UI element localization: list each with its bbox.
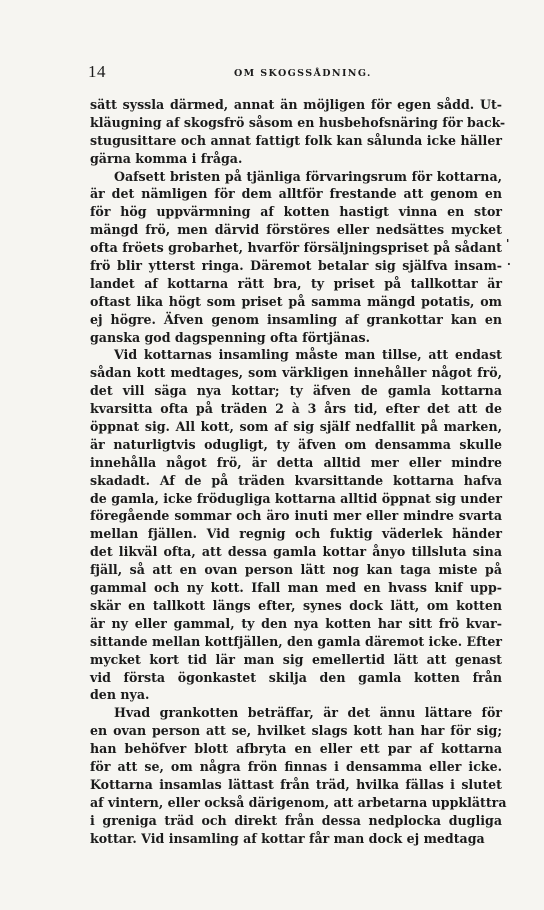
text-line: Kottarna insamlas lättast från träd, hvilka fällas i slutet (90, 776, 502, 792)
running-head: OM SKOGSSÅDNING. (234, 68, 372, 79)
text-line: kottar. Vid insamling af kottar får man dock ej medtaga (90, 830, 485, 846)
text-line: gärna komma i fråga. (90, 150, 243, 166)
text-line: fjäll, så att en ovan person lätt nog kan taga miste på (90, 562, 502, 578)
text-line: i greniga träd och direkt från dessa nedplocka dugliga (90, 812, 502, 828)
text-line: är det nämligen för dem alltför frestande att genom en (90, 186, 502, 202)
text-line: de gamla, icke frödugliga kottarna alltid öppnat sig under (90, 490, 503, 506)
text-line: oftast lika högt som priset på samma mängd potatis, om (90, 293, 502, 309)
text-line: skär en tallkott längs efter, synes dock lätt, om kotten (90, 597, 502, 613)
text-line: är naturligtvis odugligt, ty äfven om densamma skulle (90, 436, 502, 452)
paragraph (90, 168, 502, 347)
text-line: Oafsett bristen på tjänliga förvaringsrum för kottarna, (114, 168, 502, 184)
paragraph (90, 346, 502, 704)
text-line: den nya. (90, 687, 150, 703)
text-line: vid första ögonkastet skilja den gamla kotten från (90, 669, 502, 685)
text-line: är ny eller gammal, ty den nya kotten har sitt frö kvar- (90, 615, 502, 631)
text-line: sådan kott medtages, som värkligen innehåller något frö, (90, 365, 502, 381)
text-line: af vintern, eller också därigenom, att arbetarna uppklättra (90, 794, 507, 810)
text-line: stugusittare och annat fattigt folk kan sålunda icke häller (90, 132, 502, 148)
text-line: för att se, om några frön finnas i densamma eller icke. (90, 758, 502, 774)
text-line: mycket kort tid lär man sig emellertid lätt att genast (90, 651, 502, 667)
text-line: landet af kottarna rätt bra, ty priset på tallkottar är (90, 275, 502, 291)
text-line: kvarsitta ofta på träden 2 à 3 års tid, efter det att de (90, 401, 502, 417)
text-line: det vill säga nya kottar; ty äfven de gamla kottarna (90, 383, 502, 399)
text-line: gammal och ny kott. Ifall man med en hvass knif upp- (90, 580, 502, 596)
text-line: ej högre. Äfven genom insamling af grankottar kan en (90, 311, 502, 327)
text-line: mellan fjällen. Vid regnig och fuktig väderlek händer (90, 526, 502, 542)
text-line: innehålla något frö, är detta alltid mer eller mindre (90, 454, 502, 470)
text-line: det likväl ofta, att dessa gamla kottar ånyo tillsluta sina (90, 544, 502, 560)
page-number: 14 (88, 62, 106, 81)
text-line: för hög uppvärmning af kotten hastigt vinna en stor (90, 204, 502, 220)
text-line: föregående sommar och äro inuti mer eller mindre svarta (90, 508, 502, 524)
text-line: en ovan person att se, hvilket slags kott han har för sig; (90, 723, 502, 739)
margin-mark: · (507, 258, 511, 271)
text-line: kläugning af skogsfrö såsom en husbehofsnäring för back- (90, 114, 506, 130)
text-line: mängd frö, men därvid förstöres eller nedsättes mycket (90, 222, 502, 238)
text-line: frö blir ytterst ringa. Däremot betalar sig själfva insam- (90, 258, 502, 274)
text-line: öppnat sig. All kott, som af sig själf nedfallit på marken, (90, 419, 502, 435)
text-line: ganska god dagspenning ofta förtjänas. (90, 329, 370, 345)
body-text (90, 96, 507, 847)
margin-mark: ' (506, 237, 510, 250)
text-line: skadadt. Af de på träden kvarsittande kottarna hafva (90, 472, 502, 488)
paragraph (90, 96, 506, 168)
paragraph (90, 704, 507, 847)
text-line: Vid kottarnas insamling måste man tillse, att endast (114, 347, 502, 363)
text-line: Hvad grankotten beträffar, är det ännu lättare för (114, 705, 502, 721)
text-line: ofta fröets grobarhet, hvarför försäljningspriset på sådant (90, 240, 502, 256)
text-line: sittande mellan kottfjällen, den gamla däremot icke. Efter (90, 633, 502, 649)
text-line: sätt syssla därmed, annat än möjligen för egen sådd. Ut- (90, 97, 502, 112)
text-line: han behöfver blott afbryta en eller ett par af kottarna (90, 741, 502, 757)
